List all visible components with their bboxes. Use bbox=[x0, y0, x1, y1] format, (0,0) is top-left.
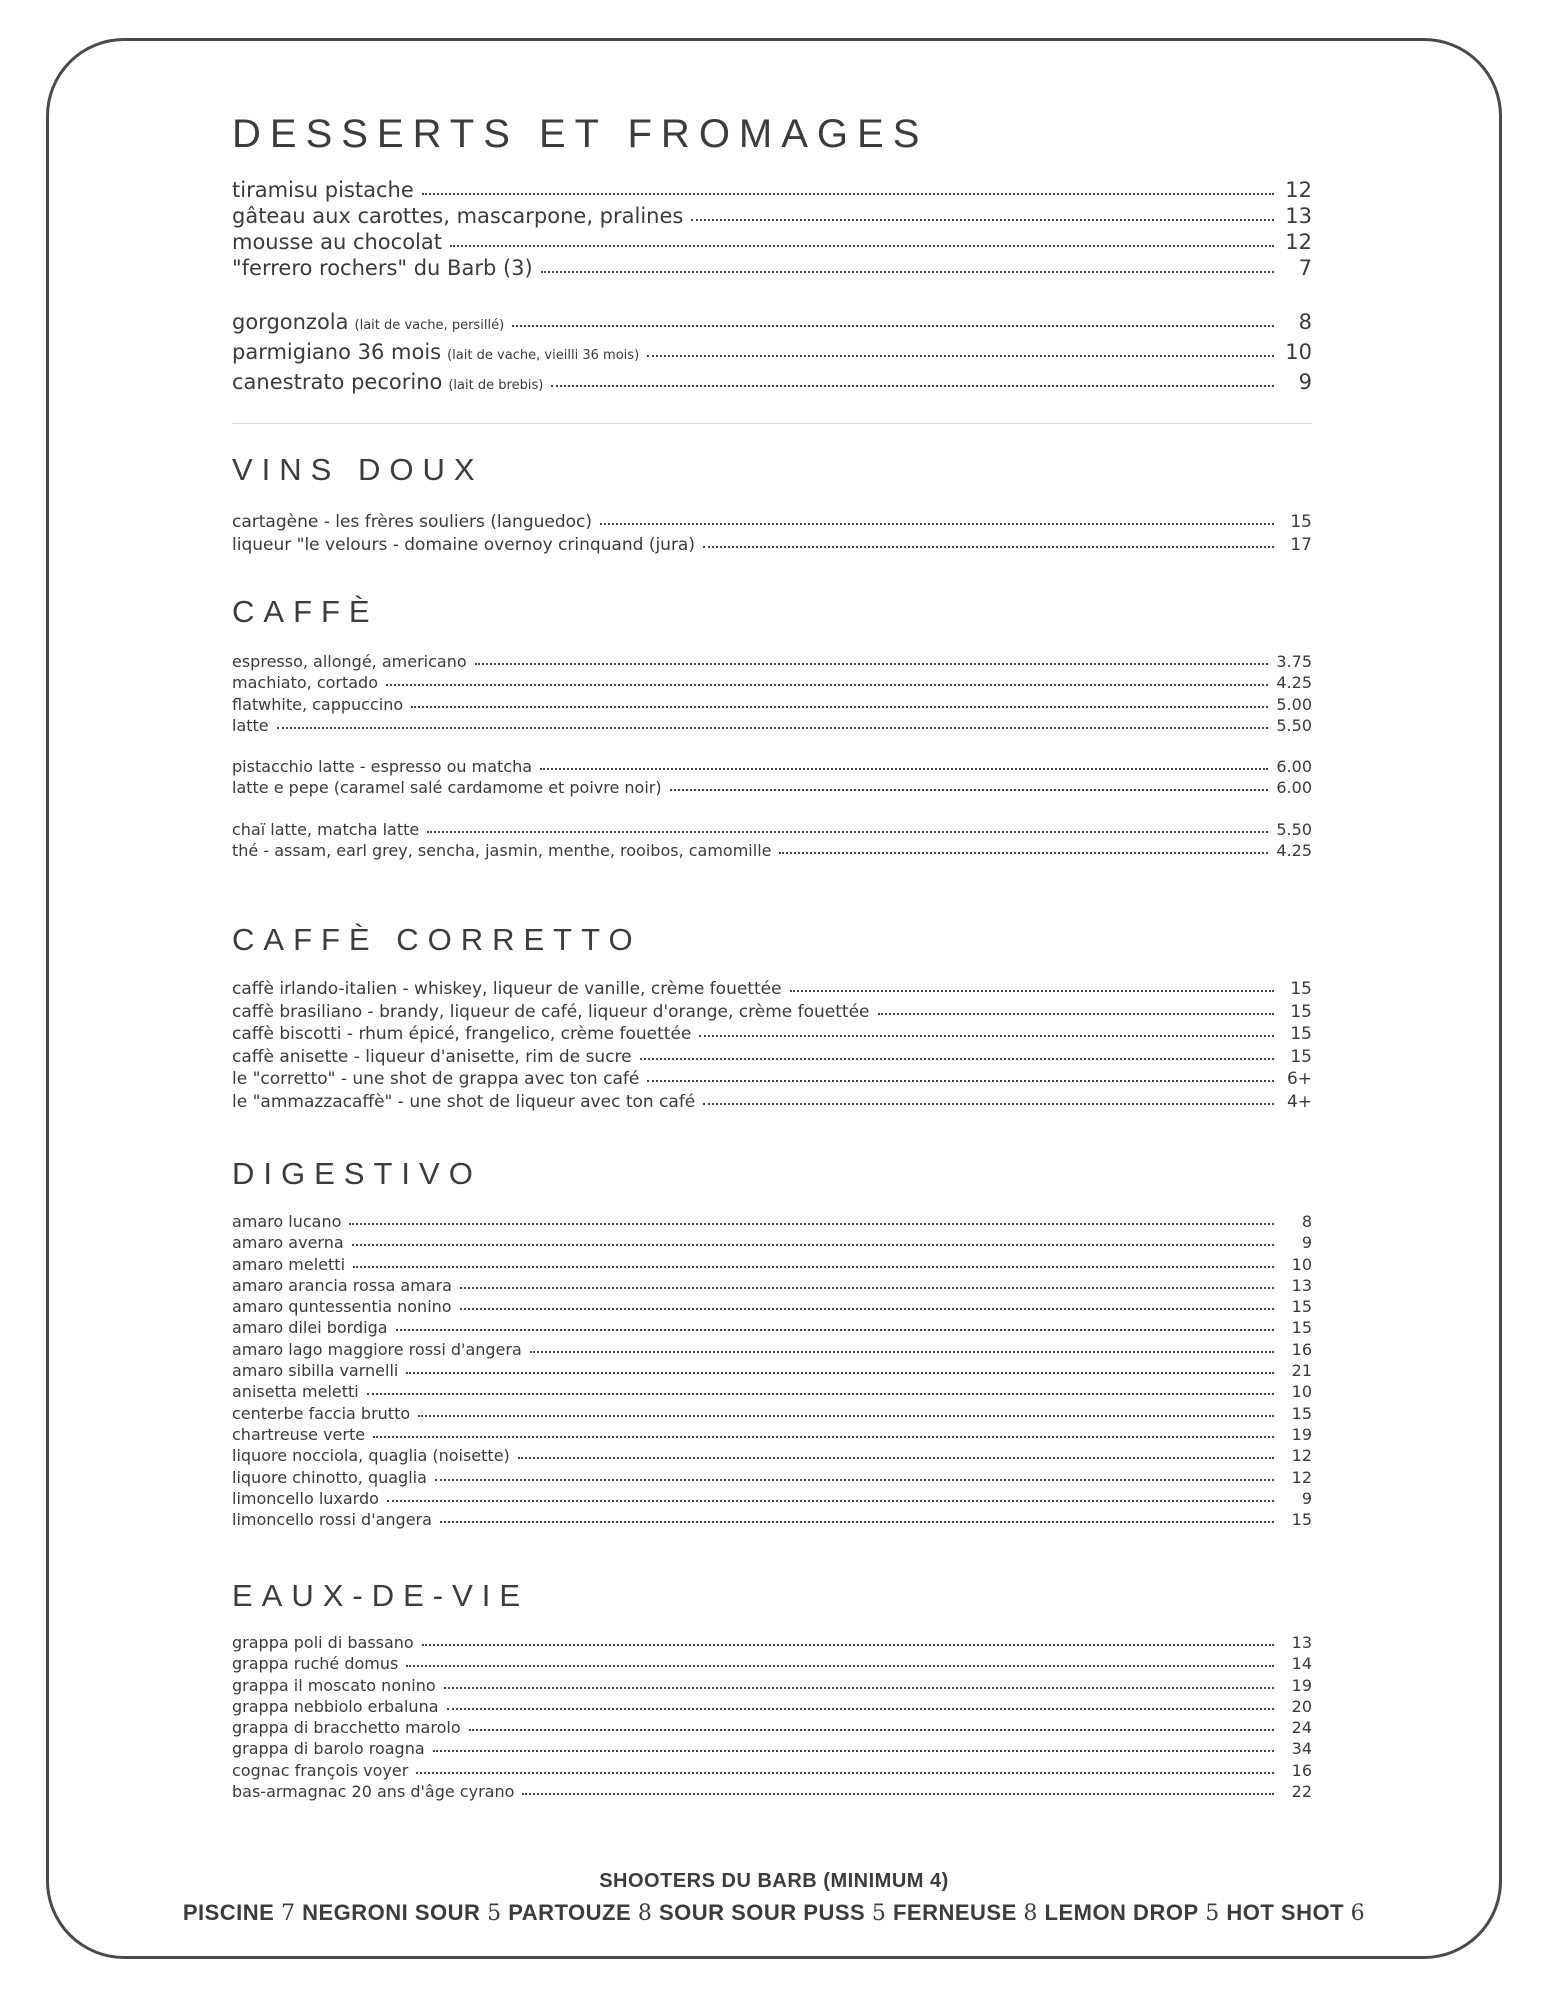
item-name: cognac françois voyer bbox=[232, 1760, 409, 1780]
shooter-name: FERNEUSE bbox=[892, 1900, 1017, 1925]
shooters-list bbox=[46, 1900, 1502, 1926]
item-name: le "ammazzacaffè" - une shot de liqueur avec ton café bbox=[232, 1091, 696, 1112]
dot-leader bbox=[551, 385, 1274, 387]
item-price: 4.25 bbox=[1276, 841, 1312, 861]
dot-leader bbox=[512, 325, 1274, 327]
menu-item bbox=[232, 1339, 1312, 1360]
dot-leader bbox=[422, 193, 1274, 195]
menu-item bbox=[232, 339, 1312, 369]
dot-leader bbox=[878, 1013, 1275, 1015]
shooter-name: LEMON DROP bbox=[1044, 1900, 1199, 1925]
menu-item bbox=[232, 1232, 1312, 1253]
dot-leader bbox=[416, 1772, 1274, 1774]
dot-leader bbox=[444, 1687, 1274, 1689]
dot-leader bbox=[703, 1103, 1274, 1105]
item-price: 15 bbox=[1291, 1510, 1312, 1530]
item-name: grappa nebbiolo erbaluna bbox=[232, 1696, 439, 1716]
dot-leader bbox=[447, 1708, 1274, 1710]
item-price: 16 bbox=[1291, 1339, 1312, 1359]
menu-item bbox=[232, 1254, 1312, 1275]
section-title-vins-doux: VINS DOUX bbox=[232, 452, 484, 487]
menu-item bbox=[232, 1696, 1312, 1717]
dot-leader bbox=[475, 663, 1269, 665]
item-price: 13 bbox=[1291, 1633, 1312, 1652]
item-name: grappa ruché domus bbox=[232, 1654, 399, 1674]
item-name: canestrato pecorino bbox=[232, 370, 443, 394]
item-name: espresso, allongé, americano bbox=[232, 652, 467, 671]
item-name: grappa poli di bassano bbox=[232, 1633, 414, 1652]
shooter-price: 7 bbox=[280, 1901, 296, 1926]
item-price: 12 bbox=[1285, 178, 1312, 202]
item-price: 19 bbox=[1291, 1424, 1312, 1444]
item-price: 10 bbox=[1291, 1254, 1312, 1274]
dot-leader bbox=[699, 1035, 1274, 1037]
item-name: amaro quntessentia nonino bbox=[232, 1297, 452, 1317]
item-price: 13 bbox=[1291, 1275, 1312, 1295]
menu-item bbox=[232, 177, 1312, 203]
item-name: chaï latte, matcha latte bbox=[232, 819, 420, 839]
dot-leader bbox=[647, 1080, 1274, 1082]
item-note: (lait de vache, vieilli 36 mois) bbox=[447, 348, 640, 363]
menu-item bbox=[232, 1275, 1312, 1296]
item-price: 6.00 bbox=[1276, 757, 1312, 777]
menu-item bbox=[232, 715, 1312, 736]
section-title-eaux-de-vie: EAUX-DE-VIE bbox=[232, 1578, 530, 1613]
shooter-price: 5 bbox=[1205, 1901, 1220, 1926]
item-name: amaro dilei bordiga bbox=[232, 1318, 388, 1338]
item-name: limoncello luxardo bbox=[232, 1488, 379, 1508]
item-name: amaro arancia rossa amara bbox=[232, 1275, 452, 1295]
item-price: 8 bbox=[1301, 1212, 1312, 1231]
menu-item bbox=[232, 1023, 1312, 1046]
item-name: cartagène - les frères souliers (languedoc) bbox=[232, 512, 593, 532]
dot-leader bbox=[647, 355, 1274, 357]
item-name: flatwhite, cappuccino bbox=[232, 694, 404, 714]
menu-item bbox=[232, 1445, 1312, 1466]
dot-leader bbox=[367, 1393, 1274, 1395]
item-name: latte e pepe (caramel salé cardamome et poivre noir) bbox=[232, 778, 662, 798]
item-price: 10 bbox=[1291, 1382, 1312, 1402]
dot-leader bbox=[349, 1223, 1274, 1225]
menu-item bbox=[232, 309, 1312, 339]
item-name: amaro lago maggiore rossi d'angera bbox=[232, 1339, 522, 1359]
dot-leader bbox=[790, 990, 1274, 992]
item-name: thé - assam, earl grey, sencha, jasmin, menthe, rooibos, camomille bbox=[232, 841, 772, 861]
item-price: 21 bbox=[1291, 1361, 1312, 1381]
item-price: 5.50 bbox=[1276, 819, 1312, 839]
section-title-desserts: DESSERTS ET FROMAGES bbox=[232, 112, 929, 156]
item-price: 6+ bbox=[1286, 1069, 1312, 1089]
item-price: 15 bbox=[1291, 1403, 1312, 1423]
menu-item bbox=[232, 1403, 1312, 1424]
menu-item bbox=[232, 1675, 1312, 1696]
item-note: (lait de vache, persillé) bbox=[354, 318, 505, 333]
item-price: 15 bbox=[1290, 979, 1312, 999]
item-name: limoncello rossi d'angera bbox=[232, 1510, 432, 1530]
item-price: 17 bbox=[1290, 534, 1312, 555]
menu-item bbox=[232, 203, 1312, 229]
item-name: gâteau aux carottes, mascarpone, pralines bbox=[232, 204, 684, 228]
item-price: 15 bbox=[1290, 1024, 1312, 1044]
menu-item bbox=[232, 1717, 1312, 1738]
menu-item bbox=[232, 1781, 1312, 1802]
dot-leader bbox=[522, 1793, 1274, 1795]
item-price: 15 bbox=[1290, 1046, 1312, 1067]
digestivo-list bbox=[232, 1211, 1312, 1530]
menu-item bbox=[232, 1467, 1312, 1488]
dot-leader bbox=[411, 706, 1268, 708]
item-price: 5.50 bbox=[1276, 715, 1312, 735]
shooter-price: 6 bbox=[1350, 1901, 1366, 1926]
dot-leader bbox=[541, 271, 1274, 273]
dot-leader bbox=[779, 852, 1268, 854]
menu-item bbox=[232, 1317, 1312, 1338]
menu-item bbox=[232, 840, 1312, 861]
item-price: 12 bbox=[1285, 230, 1312, 254]
dot-leader bbox=[540, 768, 1268, 770]
shooter-name: HOT SHOT bbox=[1226, 1900, 1345, 1925]
item-price: 12 bbox=[1291, 1467, 1312, 1487]
item-price: 22 bbox=[1291, 1782, 1312, 1802]
menu-item bbox=[232, 756, 1312, 777]
dot-leader bbox=[386, 684, 1268, 686]
item-price: 15 bbox=[1291, 1318, 1312, 1338]
dot-leader bbox=[406, 1665, 1274, 1667]
item-price: 20 bbox=[1291, 1696, 1312, 1716]
menu-item bbox=[232, 1509, 1312, 1530]
dot-leader bbox=[691, 219, 1274, 221]
menu-item bbox=[232, 1381, 1312, 1402]
item-note: (lait de brebis) bbox=[448, 378, 544, 393]
item-name: anisetta meletti bbox=[232, 1382, 359, 1402]
item-name: latte bbox=[232, 715, 269, 735]
vins-doux-list bbox=[232, 511, 1312, 556]
menu-item bbox=[232, 978, 1312, 1001]
item-price: 6.00 bbox=[1276, 778, 1312, 798]
item-name: gorgonzola bbox=[232, 310, 349, 334]
menu-item bbox=[232, 1632, 1312, 1653]
dot-leader bbox=[387, 1500, 1274, 1502]
dot-leader bbox=[530, 1351, 1274, 1353]
item-price: 16 bbox=[1291, 1760, 1312, 1780]
item-name: grappa di barolo roagna bbox=[232, 1739, 425, 1759]
dot-leader bbox=[396, 1329, 1274, 1331]
item-name: pistacchio latte - espresso ou matcha bbox=[232, 757, 533, 777]
dot-leader bbox=[600, 523, 1274, 525]
item-name: liquore nocciola, quaglia (noisette) bbox=[232, 1446, 510, 1466]
dot-leader bbox=[460, 1287, 1274, 1289]
shooter-name: PISCINE bbox=[182, 1900, 275, 1925]
corretto-list bbox=[232, 978, 1312, 1113]
item-name: liquore chinotto, quaglia bbox=[232, 1467, 427, 1487]
menu-item bbox=[232, 1488, 1312, 1509]
shooter-price: 8 bbox=[1023, 1901, 1038, 1926]
item-price: 24 bbox=[1291, 1718, 1312, 1738]
item-price: 4.25 bbox=[1276, 673, 1312, 693]
item-price: 15 bbox=[1290, 1001, 1312, 1022]
section-title-caffe: CAFFÈ bbox=[232, 594, 379, 629]
menu-item bbox=[232, 229, 1312, 255]
menu-item bbox=[232, 1653, 1312, 1674]
item-name: le "corretto" - une shot de grappa avec ton café bbox=[232, 1069, 640, 1089]
shooter-price: 5 bbox=[487, 1901, 502, 1926]
menu-item bbox=[232, 1360, 1312, 1381]
item-name: amaro sibilla varnelli bbox=[232, 1361, 399, 1381]
menu-item bbox=[232, 1046, 1312, 1069]
menu-item bbox=[232, 1091, 1312, 1114]
item-name: caffè biscotti - rhum épicé, frangelico, crème fouettée bbox=[232, 1024, 692, 1044]
dot-leader bbox=[435, 1479, 1274, 1481]
item-price: 7 bbox=[1298, 256, 1312, 280]
dot-leader bbox=[640, 1058, 1274, 1060]
item-price: 5.00 bbox=[1276, 694, 1312, 714]
item-name: grappa il moscato nonino bbox=[232, 1675, 436, 1695]
dot-leader bbox=[703, 546, 1274, 548]
item-name: liqueur "le velours - domaine overnoy crinquand (jura) bbox=[232, 534, 695, 555]
menu-item bbox=[232, 651, 1312, 672]
section-title-corretto: CAFFÈ CORRETTO bbox=[232, 922, 642, 957]
item-price: 12 bbox=[1291, 1446, 1312, 1466]
menu-item bbox=[232, 369, 1312, 399]
item-price: 9 bbox=[1301, 1233, 1312, 1253]
caffe-list bbox=[232, 651, 1312, 861]
item-name: centerbe faccia brutto bbox=[232, 1403, 411, 1423]
menu-item bbox=[232, 1211, 1312, 1232]
menu-item bbox=[232, 1296, 1312, 1317]
menu-item bbox=[232, 819, 1312, 840]
dot-leader bbox=[440, 1521, 1274, 1523]
eaux-de-vie-list bbox=[232, 1632, 1312, 1802]
dot-leader bbox=[277, 727, 1269, 729]
shooter-price: 5 bbox=[871, 1901, 887, 1926]
item-name: grappa di bracchetto marolo bbox=[232, 1718, 461, 1738]
dot-leader bbox=[427, 831, 1268, 833]
item-name: chartreuse verte bbox=[232, 1424, 366, 1444]
item-price: 14 bbox=[1291, 1654, 1312, 1674]
item-price: 4+ bbox=[1286, 1091, 1312, 1112]
item-price: 15 bbox=[1290, 512, 1312, 532]
dot-leader bbox=[422, 1644, 1274, 1646]
item-name: "ferrero rochers" du Barb (3) bbox=[232, 256, 533, 280]
shooter-name: PARTOUZE bbox=[508, 1900, 632, 1925]
item-price: 19 bbox=[1291, 1675, 1312, 1695]
dot-leader bbox=[433, 1750, 1274, 1752]
dot-leader bbox=[352, 1244, 1274, 1246]
item-name: amaro meletti bbox=[232, 1254, 346, 1274]
section-title-digestivo: DIGESTIVO bbox=[232, 1156, 482, 1191]
item-name: machiato, cortado bbox=[232, 673, 378, 693]
menu-item bbox=[232, 255, 1312, 281]
item-name: amaro lucano bbox=[232, 1212, 342, 1231]
menu-item bbox=[232, 672, 1312, 693]
dot-leader bbox=[460, 1308, 1274, 1310]
item-name: tiramisu pistache bbox=[232, 178, 414, 202]
dot-leader bbox=[418, 1415, 1274, 1417]
item-price: 10 bbox=[1285, 340, 1312, 364]
item-name: caffè anisette - liqueur d'anisette, rim de sucre bbox=[232, 1046, 632, 1067]
item-name: caffè irlando-italien - whiskey, liqueur de vanille, crème fouettée bbox=[232, 979, 782, 999]
shooter-price: 8 bbox=[637, 1901, 653, 1926]
menu-item bbox=[232, 1068, 1312, 1091]
menu-item bbox=[232, 511, 1312, 534]
shooters-title: SHOOTERS DU BARB (MINIMUM 4) bbox=[599, 1870, 949, 1892]
item-price: 9 bbox=[1301, 1488, 1312, 1508]
menu-item bbox=[232, 777, 1312, 798]
item-name: mousse au chocolat bbox=[232, 230, 442, 254]
menu-item bbox=[232, 534, 1312, 557]
section-divider bbox=[232, 423, 1312, 424]
dot-leader bbox=[450, 245, 1274, 247]
item-price: 13 bbox=[1285, 204, 1312, 228]
dot-leader bbox=[518, 1457, 1274, 1459]
dot-leader bbox=[469, 1729, 1274, 1731]
item-name: bas-armagnac 20 ans d'âge cyrano bbox=[232, 1782, 515, 1802]
item-price: 9 bbox=[1298, 370, 1312, 394]
shooter-name: SOUR SOUR PUSS bbox=[658, 1900, 866, 1925]
dot-leader bbox=[373, 1436, 1274, 1438]
dot-leader bbox=[670, 789, 1269, 791]
item-price: 8 bbox=[1298, 310, 1312, 334]
desserts-list bbox=[232, 177, 1312, 399]
shooter-name: NEGRONI SOUR bbox=[302, 1900, 481, 1925]
item-name: amaro averna bbox=[232, 1233, 344, 1253]
menu-item bbox=[232, 1760, 1312, 1781]
dot-leader bbox=[353, 1266, 1274, 1268]
item-name: parmigiano 36 mois bbox=[232, 340, 442, 364]
menu-item bbox=[232, 694, 1312, 715]
menu-item bbox=[232, 1001, 1312, 1024]
menu-item bbox=[232, 1424, 1312, 1445]
menu-item bbox=[232, 1738, 1312, 1759]
item-price: 34 bbox=[1291, 1739, 1312, 1759]
item-price: 3.75 bbox=[1276, 652, 1312, 671]
item-price: 15 bbox=[1291, 1297, 1312, 1317]
item-name: caffè brasiliano - brandy, liqueur de café, liqueur d'orange, crème fouettée bbox=[232, 1001, 870, 1022]
dot-leader bbox=[406, 1372, 1274, 1374]
